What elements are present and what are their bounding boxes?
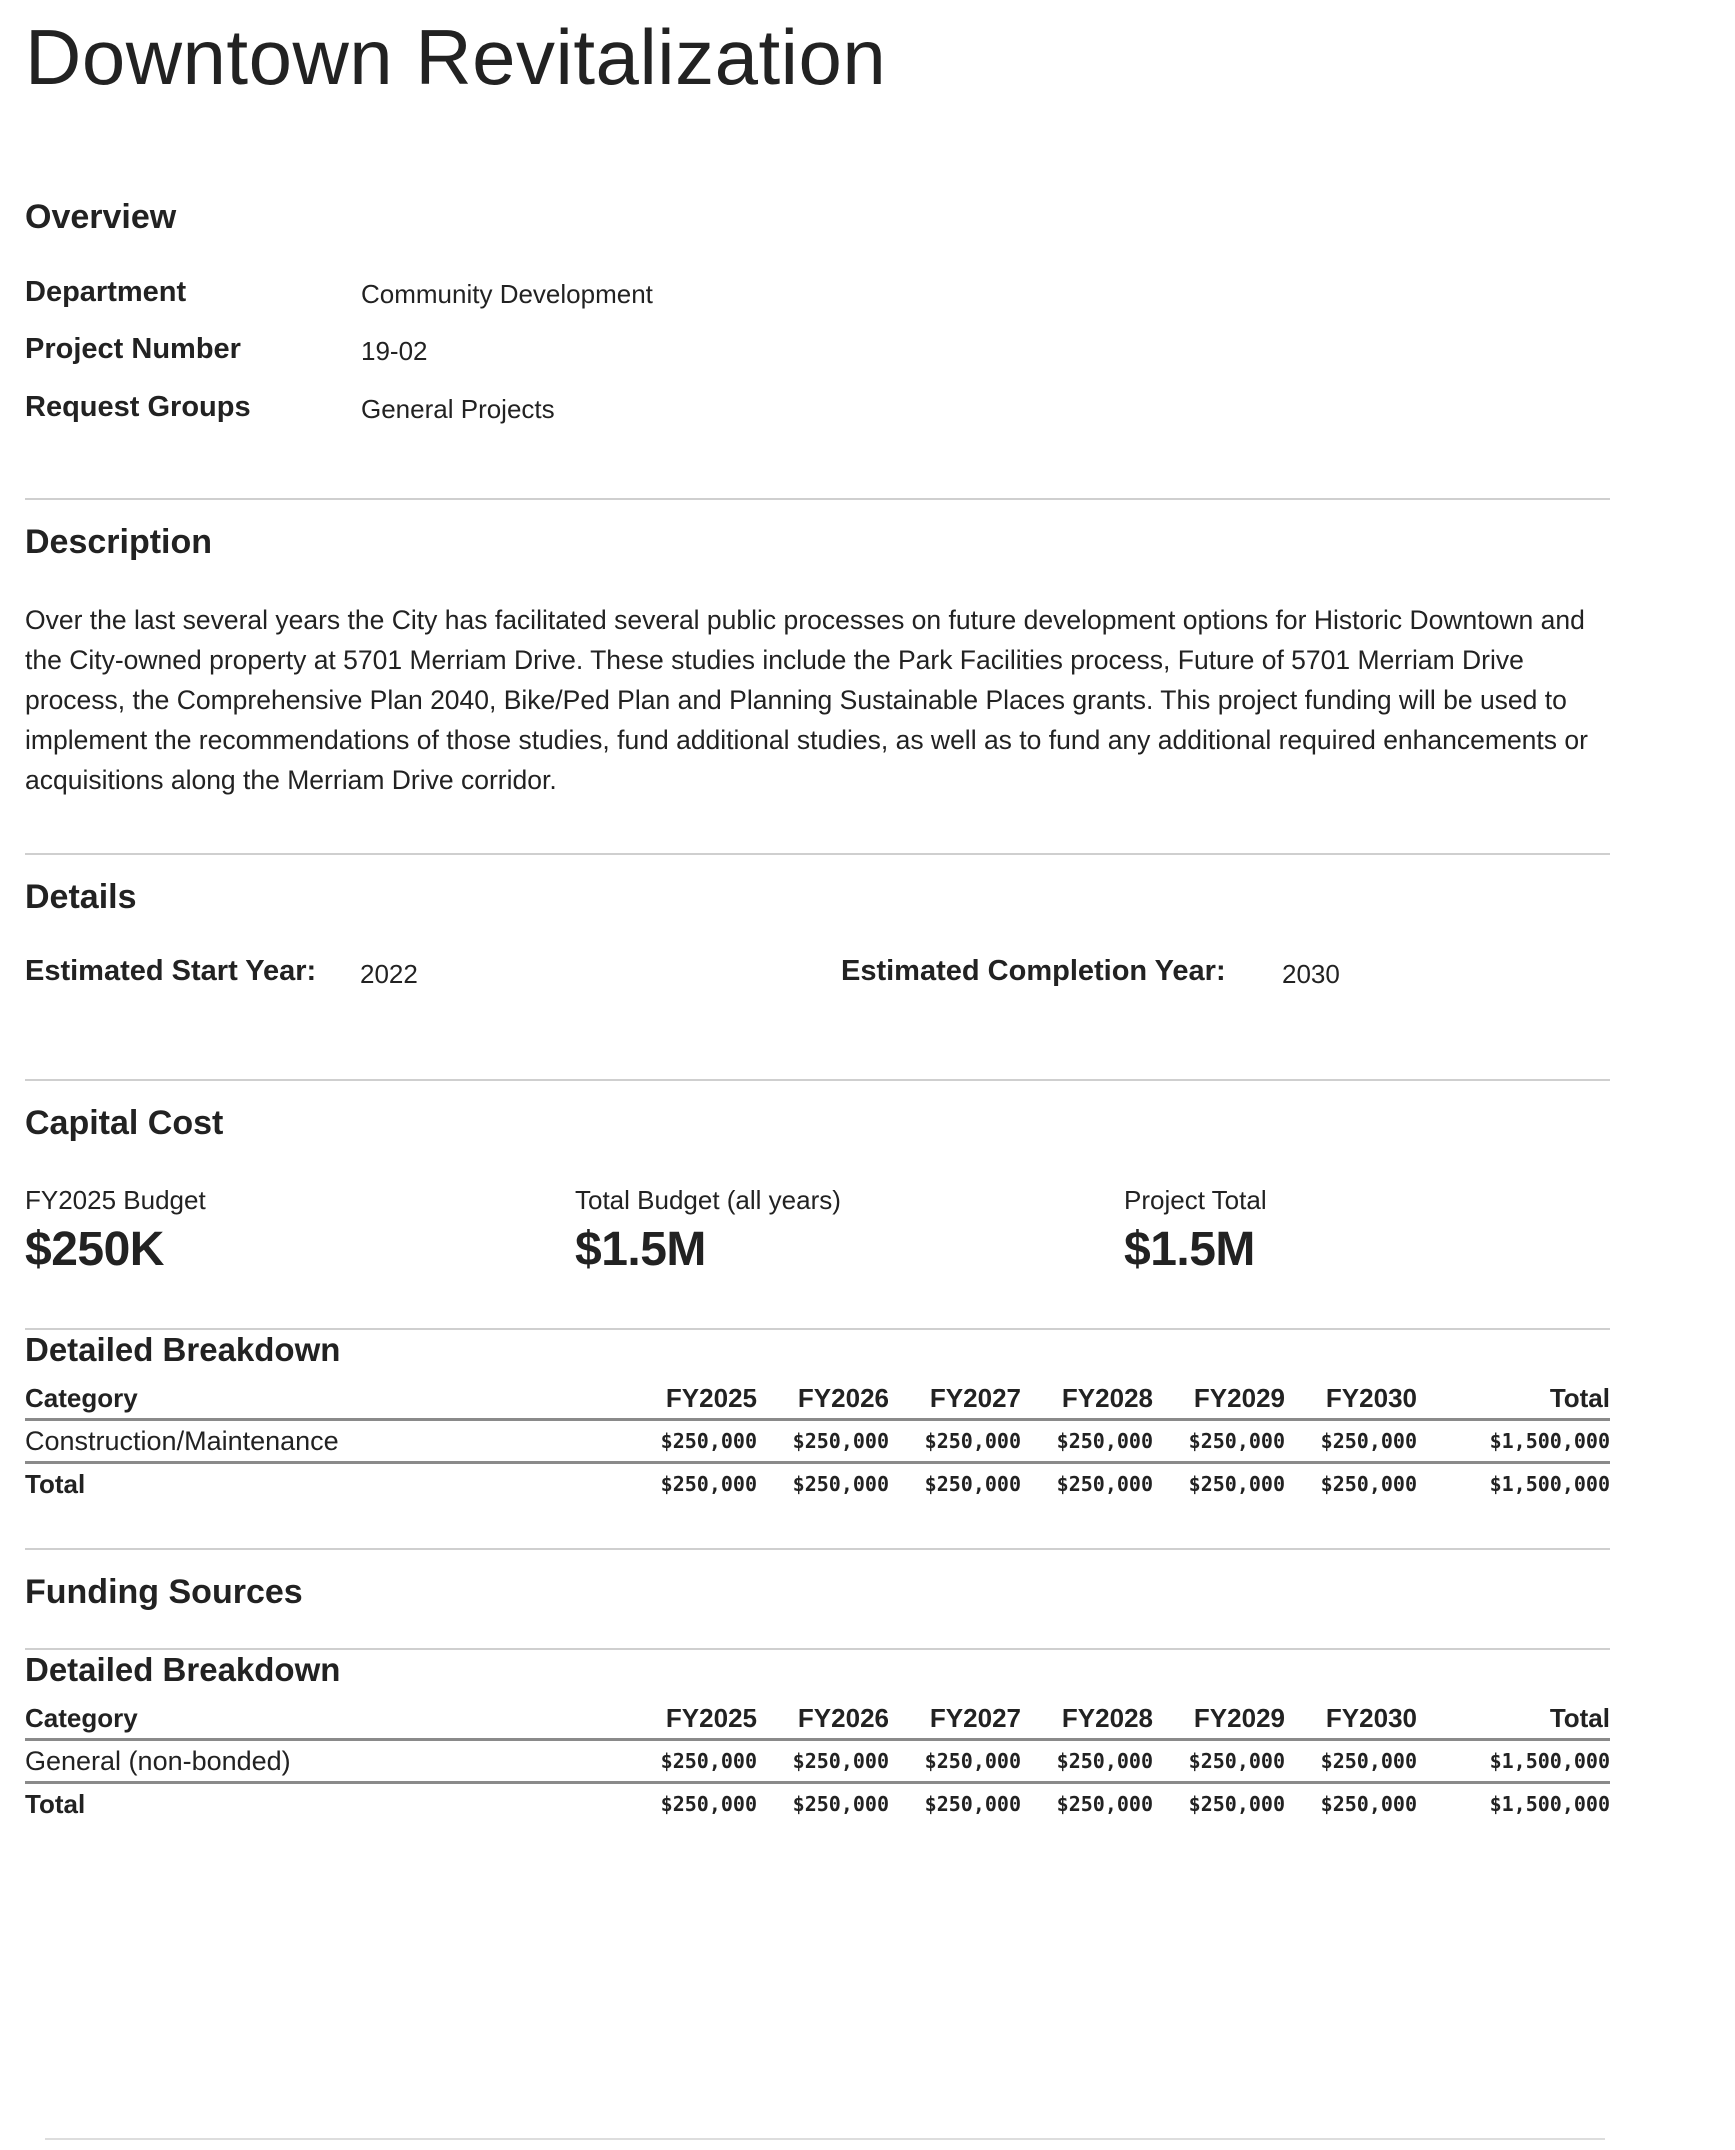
amount-cell: $250,000 [889,1740,1021,1783]
project-total-value: $1.5M [1124,1223,1255,1276]
table-total-row [25,1783,1610,1825]
section-divider [25,1548,1610,1550]
column-header: FY2028 [1021,1378,1153,1420]
section-divider [25,1328,1610,1330]
column-header: FY2025 [625,1698,757,1740]
capital-cost-heading: Capital Cost [25,1104,224,1142]
funding-breakdown-table [25,1698,1610,1824]
column-header: FY2026 [757,1698,889,1740]
column-header: Total [1417,1698,1610,1740]
column-header: FY2027 [889,1698,1021,1740]
grand-total-cell: $1,500,000 [1489,1472,1610,1496]
total-budget-value: $1.5M [575,1223,706,1276]
funding-breakdown-heading: Detailed Breakdown [25,1651,341,1688]
amount-cell: $250,000 [1021,1740,1153,1783]
start-year-value: 2022 [360,959,418,989]
section-divider [25,1079,1610,1081]
footer-divider [45,2138,1605,2140]
table-header-row [25,1378,1610,1420]
amount-cell: $250,000 [1285,1740,1417,1783]
total-amount-cell: $250,000 [1188,1792,1285,1816]
total-amount-cell: $250,000 [1188,1472,1285,1496]
description-text: Over the last several years the City has facilitated several public processes on future development options for Historic Downtown and the City-owned property at 5701 Merriam Drive. These studies include the Park Facilities process, Future of 5701 Merriam Drive process, the Comprehensive Plan 2040, Bike/Ped Plan and Planning Sustainable Places grants. This project funding will be used to implement the recommendations of those studies, fund additional studies, as well as to fund any additional required enhancements or acquisitions along the Merriam Drive corridor. [25,605,1588,795]
completion-year-value: 2030 [1282,959,1340,989]
section-divider [25,853,1610,855]
amount-cell: $250,000 [625,1740,757,1783]
details-heading: Details [25,878,137,916]
column-header: FY2026 [757,1378,889,1420]
amount-cell: $250,000 [757,1420,889,1463]
total-amount-cell: $250,000 [1056,1792,1153,1816]
column-header: Category [25,1698,625,1740]
overview-heading: Overview [25,198,177,236]
funding-sources-heading: Funding Sources [25,1573,303,1611]
row-total-cell: $1,500,000 [1417,1740,1610,1783]
fy-budget-label: FY2025 Budget [25,1185,206,1215]
column-header: FY2029 [1153,1698,1285,1740]
grand-total-cell: $1,500,000 [1489,1792,1610,1816]
amount-cell: $250,000 [1153,1740,1285,1783]
capital-breakdown-table [25,1378,1610,1504]
total-amount-cell: $250,000 [1320,1472,1417,1496]
amount-cell: $250,000 [757,1740,889,1783]
fy-budget-value: $250K [25,1223,164,1276]
table-row [25,1740,1610,1783]
column-header: FY2030 [1285,1378,1417,1420]
table-total-row [25,1463,1610,1505]
department-label: Department [25,276,187,308]
total-amount-cell: $250,000 [792,1792,889,1816]
start-year-label: Estimated Start Year: [25,955,317,987]
total-amount-cell: $250,000 [1056,1472,1153,1496]
total-amount-cell: $250,000 [924,1792,1021,1816]
department-value: Community Development [361,279,653,309]
page-title: Downtown Revitalization [25,13,887,101]
capital-breakdown-heading: Detailed Breakdown [25,1331,341,1368]
column-header: FY2027 [889,1378,1021,1420]
amount-cell: $250,000 [1285,1420,1417,1463]
column-header: FY2025 [625,1378,757,1420]
project-total-label: Project Total [1124,1185,1267,1215]
section-divider [25,498,1610,500]
category-cell: Construction/Maintenance [25,1420,625,1463]
category-cell: General (non-bonded) [25,1740,625,1783]
total-amount-cell: $250,000 [660,1472,757,1496]
completion-year-label: Estimated Completion Year: [841,955,1226,987]
column-header: FY2030 [1285,1698,1417,1740]
description-heading: Description [25,523,213,561]
total-amount-cell: $250,000 [924,1472,1021,1496]
total-budget-label: Total Budget (all years) [575,1185,841,1215]
column-header: FY2029 [1153,1378,1285,1420]
amount-cell: $250,000 [889,1420,1021,1463]
column-header: Category [25,1378,625,1420]
total-label-cell: Total [25,1788,86,1819]
column-header: Total [1417,1378,1610,1420]
total-amount-cell: $250,000 [1320,1792,1417,1816]
section-divider [25,1648,1610,1650]
amount-cell: $250,000 [1153,1420,1285,1463]
amount-cell: $250,000 [1021,1420,1153,1463]
project-number-label: Project Number [25,333,241,365]
row-total-cell: $1,500,000 [1417,1420,1610,1463]
table-row [25,1420,1610,1463]
request-groups-label: Request Groups [25,391,251,423]
request-groups-value: General Projects [361,394,555,424]
project-number-value: 19-02 [361,336,428,366]
total-amount-cell: $250,000 [660,1792,757,1816]
total-label-cell: Total [25,1468,86,1499]
amount-cell: $250,000 [625,1420,757,1463]
total-amount-cell: $250,000 [792,1472,889,1496]
table-header-row [25,1698,1610,1740]
column-header: FY2028 [1021,1698,1153,1740]
